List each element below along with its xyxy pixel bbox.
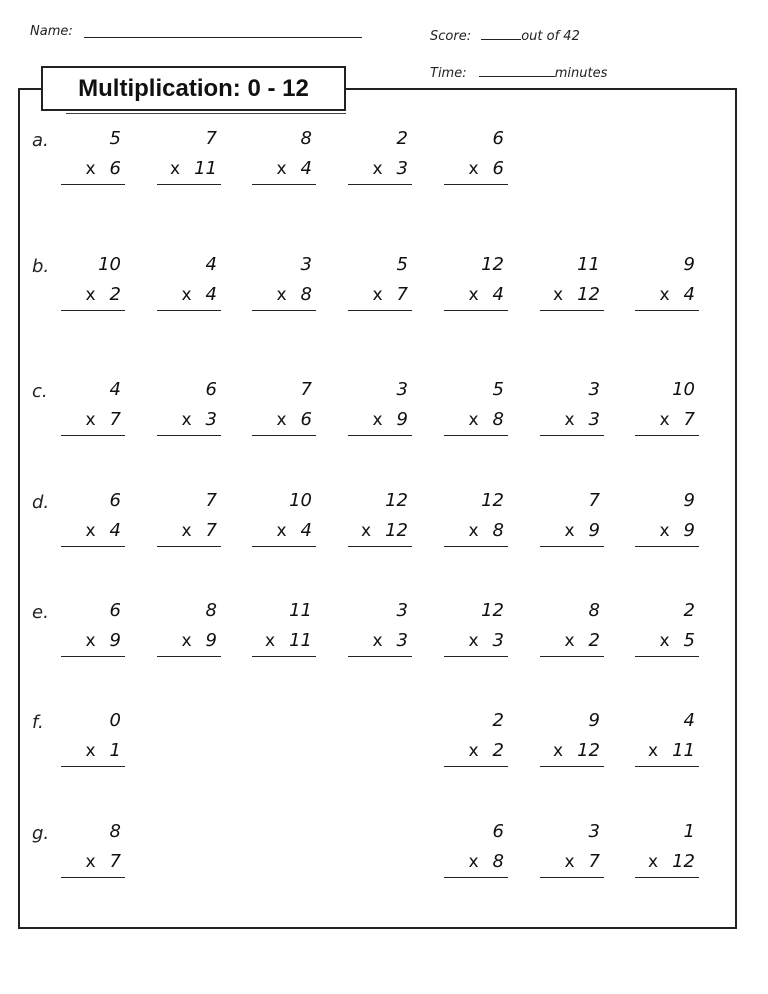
time-field-line[interactable] [479, 64, 555, 77]
answer-rule [444, 546, 508, 547]
problem-bottom-number: 8 [492, 851, 504, 872]
problem-bottom-number: 8 [492, 409, 504, 430]
problem-bottom-number: 4 [492, 284, 504, 305]
score-field-line[interactable] [481, 27, 521, 40]
problem[interactable] [252, 490, 316, 550]
multiply-sign: x [468, 285, 479, 305]
problem[interactable] [540, 821, 604, 881]
problem-bottom-number: 9 [109, 630, 121, 651]
problem-bottom-number: 7 [588, 851, 600, 872]
answer-rule [61, 656, 125, 657]
problem-bottom-line [361, 520, 408, 541]
problem-bottom-number: 2 [109, 284, 121, 305]
problem[interactable] [635, 490, 699, 550]
problem-bottom-number: 11 [289, 630, 312, 651]
frame-band-right [735, 112, 737, 185]
problem-bottom-line [648, 740, 695, 761]
problem[interactable] [157, 600, 221, 660]
problem-bottom-line [553, 284, 600, 305]
problem[interactable] [540, 490, 604, 550]
answer-rule [635, 546, 699, 547]
multiply-sign: x [468, 631, 479, 651]
problem-bottom-number: 7 [109, 409, 121, 430]
score-label: Score: [430, 29, 472, 44]
problem-bottom-line [468, 851, 504, 872]
problem[interactable] [540, 710, 604, 770]
problem[interactable] [157, 490, 221, 550]
problem-bottom-line [564, 630, 600, 651]
problem-bottom-line [276, 158, 312, 179]
multiply-sign: x [372, 631, 383, 651]
answer-rule [61, 435, 125, 436]
answer-rule [348, 310, 412, 311]
problem-top-number: 3 [588, 379, 600, 400]
multiply-sign: x [85, 159, 96, 179]
problem-bottom-line [265, 630, 312, 651]
problem[interactable] [635, 710, 699, 770]
problem[interactable] [348, 600, 412, 660]
problem[interactable] [444, 821, 508, 881]
problem-bottom-line [553, 740, 600, 761]
problem-bottom-line [468, 409, 504, 430]
title-underline [66, 113, 346, 114]
multiply-sign: x [361, 521, 372, 541]
problem-bottom-line [468, 284, 504, 305]
problem-bottom-line [276, 284, 312, 305]
problem-top-number: 2 [683, 600, 695, 621]
problem-bottom-line [659, 630, 695, 651]
multiply-sign: x [553, 285, 564, 305]
multiply-sign: x [468, 410, 479, 430]
problem-bottom-number: 11 [672, 740, 695, 761]
problem-bottom-line [276, 520, 312, 541]
problem-bottom-number: 4 [109, 520, 121, 541]
problem[interactable] [444, 254, 508, 314]
problem[interactable] [444, 379, 508, 439]
problem-bottom-line [85, 158, 121, 179]
problem-bottom-line [659, 409, 695, 430]
problem[interactable] [444, 490, 508, 550]
problem-top-number: 8 [300, 128, 312, 149]
answer-rule [157, 435, 221, 436]
answer-rule [348, 656, 412, 657]
problem[interactable] [540, 254, 604, 314]
problem-top-number: 9 [683, 490, 695, 511]
multiply-sign: x [372, 159, 383, 179]
answer-rule [252, 310, 316, 311]
multiply-sign: x [553, 741, 564, 761]
problem-bottom-line [170, 158, 217, 179]
problem[interactable] [635, 600, 699, 660]
problem-bottom-number: 3 [396, 630, 408, 651]
problem-top-number: 7 [300, 379, 312, 400]
answer-rule [444, 435, 508, 436]
problem-bottom-line [659, 520, 695, 541]
multiply-sign: x [85, 285, 96, 305]
problem-bottom-line [564, 520, 600, 541]
time-area [430, 64, 607, 81]
problem-bottom-line [181, 284, 217, 305]
problem[interactable] [61, 128, 125, 188]
row-label: f. [32, 712, 44, 733]
answer-rule [635, 435, 699, 436]
multiply-sign: x [181, 410, 192, 430]
problem-top-number: 0 [109, 710, 121, 731]
answer-rule [252, 546, 316, 547]
problem-bottom-number: 7 [109, 851, 121, 872]
problem-bottom-line [648, 851, 695, 872]
problem[interactable] [61, 254, 125, 314]
problem-bottom-line [85, 740, 121, 761]
multiply-sign: x [468, 521, 479, 541]
multiply-sign: x [276, 521, 287, 541]
answer-rule [252, 435, 316, 436]
multiply-sign: x [564, 852, 575, 872]
problem[interactable] [61, 710, 125, 770]
problem-top-number: 7 [205, 128, 217, 149]
row-label: b. [32, 256, 50, 277]
problem-bottom-line [85, 284, 121, 305]
multiply-sign: x [85, 631, 96, 651]
problem-bottom-line [85, 851, 121, 872]
answer-rule [540, 546, 604, 547]
problem-bottom-number: 4 [683, 284, 695, 305]
problem-top-number: 12 [481, 600, 504, 621]
multiply-sign: x [468, 741, 479, 761]
problem-bottom-line [468, 158, 504, 179]
row-label: c. [32, 381, 48, 402]
answer-rule [444, 184, 508, 185]
answer-rule [540, 435, 604, 436]
answer-rule [61, 546, 125, 547]
problem-top-number: 12 [481, 254, 504, 275]
problem-top-number: 6 [205, 379, 217, 400]
problem[interactable] [157, 128, 221, 188]
answer-rule [348, 184, 412, 185]
answer-rule [635, 877, 699, 878]
multiply-sign: x [85, 410, 96, 430]
problem-bottom-number: 4 [205, 284, 217, 305]
problem[interactable] [348, 490, 412, 550]
multiply-sign: x [181, 521, 192, 541]
problem[interactable] [348, 379, 412, 439]
answer-rule [635, 656, 699, 657]
problem-bottom-line [372, 409, 408, 430]
problem-top-number: 12 [385, 490, 408, 511]
row-label: g. [32, 823, 50, 844]
problem-top-number: 8 [588, 600, 600, 621]
problem-top-number: 10 [98, 254, 121, 275]
problem-top-number: 4 [205, 254, 217, 275]
problem-bottom-line [276, 409, 312, 430]
problem-top-number: 10 [672, 379, 695, 400]
problem[interactable] [61, 379, 125, 439]
answer-rule [444, 877, 508, 878]
problem[interactable] [635, 254, 699, 314]
problem-bottom-number: 6 [300, 409, 312, 430]
problem-top-number: 6 [492, 128, 504, 149]
problem[interactable] [540, 379, 604, 439]
problem-bottom-number: 6 [109, 158, 121, 179]
problem-top-number: 12 [481, 490, 504, 511]
multiply-sign: x [85, 741, 96, 761]
multiply-sign: x [659, 285, 670, 305]
problem-bottom-number: 4 [300, 520, 312, 541]
multiply-sign: x [659, 410, 670, 430]
problem[interactable] [635, 821, 699, 881]
answer-rule [540, 766, 604, 767]
multiply-sign: x [85, 852, 96, 872]
problem-bottom-number: 8 [300, 284, 312, 305]
problem-bottom-number: 2 [492, 740, 504, 761]
problem-top-number: 3 [588, 821, 600, 842]
problem-top-number: 2 [492, 710, 504, 731]
answer-rule [157, 310, 221, 311]
name-field-line[interactable] [84, 37, 362, 38]
problem-bottom-number: 3 [205, 409, 217, 430]
problem-top-number: 5 [492, 379, 504, 400]
multiply-sign: x [85, 521, 96, 541]
answer-rule [444, 656, 508, 657]
problem-top-number: 4 [109, 379, 121, 400]
problem-bottom-number: 6 [492, 158, 504, 179]
problem-bottom-line [468, 520, 504, 541]
problem-bottom-line [659, 284, 695, 305]
answer-rule [61, 766, 125, 767]
problem-top-number: 5 [396, 254, 408, 275]
problem-bottom-number: 9 [683, 520, 695, 541]
multiply-sign: x [276, 285, 287, 305]
multiply-sign: x [276, 159, 287, 179]
answer-rule [348, 435, 412, 436]
multiply-sign: x [659, 521, 670, 541]
problem[interactable] [61, 821, 125, 881]
problem[interactable] [348, 254, 412, 314]
problem-top-number: 1 [683, 821, 695, 842]
multiply-sign: x [181, 285, 192, 305]
multiply-sign: x [265, 631, 276, 651]
problem-bottom-line [564, 851, 600, 872]
problem-top-number: 4 [683, 710, 695, 731]
answer-rule [157, 184, 221, 185]
time-suffix: minutes [554, 66, 608, 81]
problem-bottom-line [468, 630, 504, 651]
problem-top-number: 3 [396, 600, 408, 621]
multiply-sign: x [170, 159, 181, 179]
row-label: a. [32, 130, 49, 151]
multiply-sign: x [468, 852, 479, 872]
problem-bottom-number: 9 [588, 520, 600, 541]
multiply-sign: x [648, 852, 659, 872]
problem-top-number: 9 [683, 254, 695, 275]
answer-rule [540, 877, 604, 878]
name-label [30, 24, 73, 39]
problem[interactable] [444, 128, 508, 188]
problem-bottom-number: 2 [588, 630, 600, 651]
multiply-sign: x [468, 159, 479, 179]
problem-bottom-number: 12 [577, 740, 600, 761]
problem-bottom-number: 11 [194, 158, 217, 179]
multiply-sign: x [648, 741, 659, 761]
problem-top-number: 6 [109, 600, 121, 621]
problem-top-number: 7 [588, 490, 600, 511]
problem[interactable] [348, 128, 412, 188]
problem-bottom-line [181, 409, 217, 430]
answer-rule [61, 877, 125, 878]
problem[interactable] [61, 600, 125, 660]
score-suffix: out of 42 [521, 29, 580, 44]
problem-top-number: 11 [577, 254, 600, 275]
multiply-sign: x [372, 410, 383, 430]
problem-bottom-number: 3 [492, 630, 504, 651]
problem-bottom-line [564, 409, 600, 430]
problem-top-number: 8 [205, 600, 217, 621]
name-label-text: Name: [30, 24, 73, 39]
frame-band-left [18, 112, 20, 185]
problem-top-number: 6 [492, 821, 504, 842]
problem[interactable] [61, 490, 125, 550]
problem-bottom-number: 1 [109, 740, 121, 761]
problem-bottom-line [468, 740, 504, 761]
answer-rule [252, 184, 316, 185]
answer-rule [252, 656, 316, 657]
answer-rule [540, 656, 604, 657]
problem-top-number: 11 [289, 600, 312, 621]
problem-bottom-number: 5 [683, 630, 695, 651]
problem-top-number: 5 [109, 128, 121, 149]
worksheet-title-text: Multiplication: 0 - 12 [78, 74, 309, 102]
row-label: e. [32, 602, 49, 623]
problem-bottom-line [181, 630, 217, 651]
problem[interactable] [252, 379, 316, 439]
multiply-sign: x [372, 285, 383, 305]
worksheet-title [41, 66, 346, 111]
problem-bottom-number: 7 [205, 520, 217, 541]
answer-rule [540, 310, 604, 311]
problem-bottom-line [181, 520, 217, 541]
problem-bottom-number: 7 [683, 409, 695, 430]
problem-bottom-number: 3 [396, 158, 408, 179]
problem[interactable] [157, 379, 221, 439]
multiply-sign: x [659, 631, 670, 651]
problem-top-number: 6 [109, 490, 121, 511]
problem-top-number: 3 [300, 254, 312, 275]
score-area [430, 27, 580, 44]
answer-rule [444, 766, 508, 767]
answer-rule [635, 766, 699, 767]
problem-bottom-number: 9 [396, 409, 408, 430]
answer-rule [444, 310, 508, 311]
problem-bottom-line [372, 284, 408, 305]
multiply-sign: x [181, 631, 192, 651]
problem-bottom-number: 4 [300, 158, 312, 179]
problem-top-number: 10 [289, 490, 312, 511]
problem-bottom-line [372, 158, 408, 179]
answer-rule [157, 546, 221, 547]
answer-rule [157, 656, 221, 657]
problem[interactable] [635, 379, 699, 439]
multiply-sign: x [564, 521, 575, 541]
problem-bottom-number: 12 [385, 520, 408, 541]
problem[interactable] [252, 600, 316, 660]
problem-bottom-number: 12 [672, 851, 695, 872]
problem-top-number: 9 [588, 710, 600, 731]
problem-bottom-number: 3 [588, 409, 600, 430]
answer-rule [635, 310, 699, 311]
problem[interactable] [157, 254, 221, 314]
problem-top-number: 2 [396, 128, 408, 149]
problem-bottom-number: 7 [396, 284, 408, 305]
problem-bottom-line [372, 630, 408, 651]
problem[interactable] [444, 600, 508, 660]
problem-bottom-number: 8 [492, 520, 504, 541]
problem-bottom-line [85, 409, 121, 430]
multiply-sign: x [564, 631, 575, 651]
problem-top-number: 7 [205, 490, 217, 511]
time-label: Time: [430, 66, 467, 81]
problem-top-number: 8 [109, 821, 121, 842]
answer-rule [61, 310, 125, 311]
problem[interactable] [252, 128, 316, 188]
problem-top-number: 3 [396, 379, 408, 400]
answer-rule [348, 546, 412, 547]
problem-bottom-line [85, 520, 121, 541]
problem[interactable] [252, 254, 316, 314]
problem[interactable] [444, 710, 508, 770]
answer-rule [61, 184, 125, 185]
problem-bottom-number: 9 [205, 630, 217, 651]
problem-bottom-number: 12 [577, 284, 600, 305]
problem-bottom-line [85, 630, 121, 651]
multiply-sign: x [276, 410, 287, 430]
row-label: d. [32, 492, 50, 513]
multiply-sign: x [564, 410, 575, 430]
problem[interactable] [540, 600, 604, 660]
